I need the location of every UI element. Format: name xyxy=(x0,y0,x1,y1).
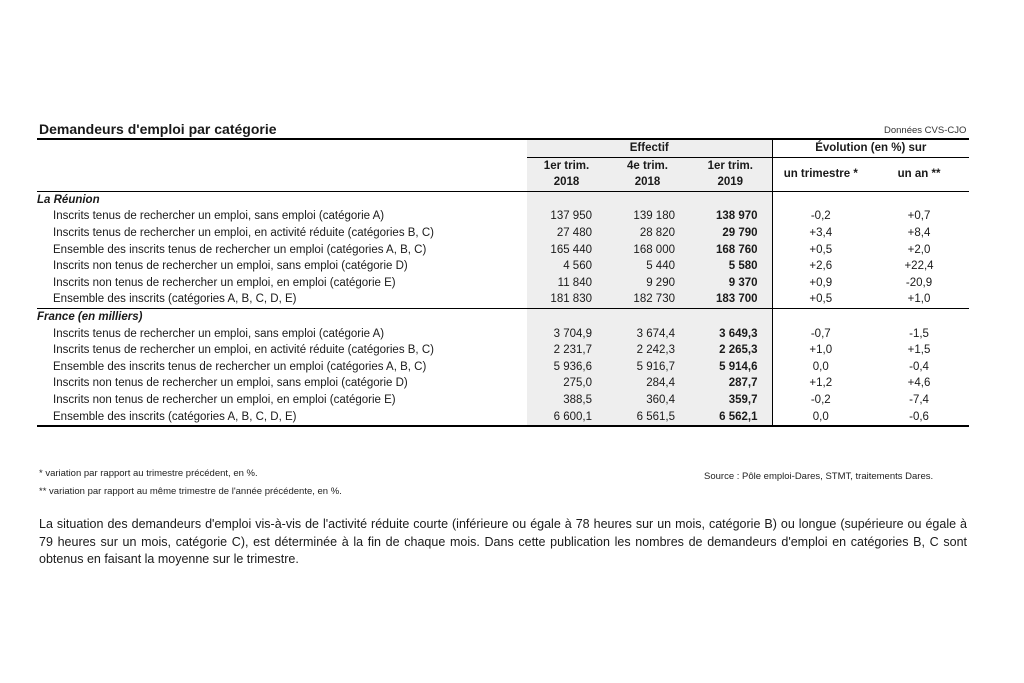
evolution-an: +1,5 xyxy=(907,344,931,357)
value-q1-2019: 138 970 xyxy=(689,208,772,225)
table-row xyxy=(37,291,969,308)
evolution-an: -7,4 xyxy=(909,393,929,406)
table-row xyxy=(37,409,969,427)
footnote-1: * variation par rapport au trimestre précédent, en %. xyxy=(39,468,258,479)
data-note: Données CVS-CJO xyxy=(884,125,967,136)
explanatory-paragraph: La situation des demandeurs d'emploi vis-à-vis de l'activité réduite courte (inférieure ou égale à 78 heures sur un mois, catégorie B) ou longue (supérieure ou égale à 79 heures sur un mois, catégorie C), est déterminée à la fin de chaque mois. Dans cette publication les nombres de demandeurs d'emploi en catégories B, C sont obtenus en faisant la moyenne sur le trimestre. xyxy=(39,517,967,566)
evolution-trimestre: -0,7 xyxy=(772,326,869,343)
section-label-row xyxy=(37,191,969,208)
effectif-header: Effectif xyxy=(527,139,772,157)
value-q1-2018: 2 231,7 xyxy=(527,342,606,359)
evolution-an: +0,7 xyxy=(907,210,931,223)
evolution-an: +1,0 xyxy=(869,291,969,308)
value-q1-2018: 4 560 xyxy=(527,258,606,275)
value-q1-2018: 165 440 xyxy=(527,242,606,259)
value-q4-2018: 28 820 xyxy=(606,225,689,242)
value-q1-2018: 137 950 xyxy=(527,208,606,225)
table-row xyxy=(37,392,969,409)
row-label: Ensemble des inscrits tenus de rechercher un emploi (catégories A, B, C) xyxy=(53,360,427,373)
evolution-trimestre: 0,0 xyxy=(772,409,869,427)
evolution-trimestre: +2,6 xyxy=(772,258,869,275)
evolution-an: -0,4 xyxy=(909,360,929,373)
evolution-an: +2,0 xyxy=(907,243,931,256)
header-row-2 xyxy=(37,157,969,191)
table-row xyxy=(37,275,969,292)
value-q4-2018: 360,4 xyxy=(606,392,689,409)
row-label: Inscrits non tenus de rechercher un emploi, sans emploi (catégorie D) xyxy=(53,260,408,273)
job-seekers-table xyxy=(37,138,969,427)
value-q4-2018: 6 561,5 xyxy=(606,409,689,427)
evolution-trimestre: -0,2 xyxy=(772,208,869,225)
value-q1-2018: 27 480 xyxy=(527,225,606,242)
evolution-trimestre: 0,0 xyxy=(772,359,869,376)
value-q1-2019: 287,7 xyxy=(689,375,772,392)
evolution-an: -0,6 xyxy=(869,409,969,427)
evolution-trimestre: +3,4 xyxy=(772,225,869,242)
value-q4-2018: 139 180 xyxy=(606,208,689,225)
table-row xyxy=(37,342,969,359)
row-label: Inscrits tenus de rechercher un emploi, en activité réduite (catégories B, C) xyxy=(53,226,434,239)
row-label: Inscrits non tenus de rechercher un emploi, en emploi (catégorie E) xyxy=(53,276,396,289)
table-row xyxy=(37,326,969,343)
row-label: Ensemble des inscrits (catégories A, B, C, D, E) xyxy=(37,409,527,427)
table-row xyxy=(37,375,969,392)
value-q4-2018: 5 916,7 xyxy=(606,359,689,376)
table-row xyxy=(37,359,969,376)
evolution-trimestre: +0,5 xyxy=(772,242,869,259)
value-q1-2019: 6 562,1 xyxy=(689,409,772,427)
col-header-q4-2018: 4e trim. 2018 xyxy=(606,157,689,191)
section-label: France (en milliers) xyxy=(37,310,143,323)
value-q1-2018: 5 936,6 xyxy=(527,359,606,376)
value-q4-2018: 9 290 xyxy=(606,275,689,292)
value-q4-2018: 3 674,4 xyxy=(606,326,689,343)
col-header-q1-2019: 1er trim. 2019 xyxy=(689,157,772,191)
evolution-an: +8,4 xyxy=(907,226,931,239)
evolution-trimestre: +1,2 xyxy=(772,375,869,392)
value-q1-2019: 29 790 xyxy=(689,225,772,242)
value-q1-2019: 2 265,3 xyxy=(689,342,772,359)
value-q1-2019: 5 580 xyxy=(689,258,772,275)
value-q4-2018: 5 440 xyxy=(606,258,689,275)
section-label-row xyxy=(37,308,969,325)
evolution-an: +22,4 xyxy=(904,260,934,273)
value-q1-2018: 181 830 xyxy=(527,291,606,308)
value-q1-2018: 6 600,1 xyxy=(527,409,606,427)
value-q4-2018: 284,4 xyxy=(606,375,689,392)
header-row-1 xyxy=(37,139,969,157)
evolution-an: -1,5 xyxy=(909,327,929,340)
footnote-2: ** variation par rapport au même trimestre de l'année précédente, en %. xyxy=(39,486,342,497)
value-q4-2018: 2 242,3 xyxy=(606,342,689,359)
value-q1-2019: 359,7 xyxy=(689,392,772,409)
section-label: La Réunion xyxy=(37,193,100,206)
col-header-an: un an ** xyxy=(869,157,969,191)
table-row xyxy=(37,225,969,242)
col-header-trimestre: un trimestre * xyxy=(772,157,869,191)
evolution-trimestre: +0,5 xyxy=(772,291,869,308)
evolution-header: Évolution (en %) sur xyxy=(772,139,969,157)
evolution-trimestre: -0,2 xyxy=(772,392,869,409)
value-q1-2019: 9 370 xyxy=(689,275,772,292)
row-label: Inscrits tenus de rechercher un emploi, sans emploi (catégorie A) xyxy=(53,210,385,223)
table-row xyxy=(37,242,969,259)
evolution-trimestre: +1,0 xyxy=(772,342,869,359)
evolution-an: +4,6 xyxy=(907,377,931,390)
row-label: Ensemble des inscrits (catégories A, B, C, D, E) xyxy=(37,291,527,308)
value-q4-2018: 168 000 xyxy=(606,242,689,259)
value-q1-2018: 275,0 xyxy=(527,375,606,392)
row-label: Inscrits tenus de rechercher un emploi, en activité réduite (catégories B, C) xyxy=(53,344,434,357)
col-header-q1-2018: 1er trim. 2018 xyxy=(527,157,606,191)
value-q1-2018: 3 704,9 xyxy=(527,326,606,343)
row-label: Ensemble des inscrits tenus de rechercher un emploi (catégories A, B, C) xyxy=(53,243,427,256)
value-q1-2019: 5 914,6 xyxy=(689,359,772,376)
evolution-an: -20,9 xyxy=(905,276,933,289)
row-label: Inscrits non tenus de rechercher un emploi, sans emploi (catégorie D) xyxy=(53,377,408,390)
table-row xyxy=(37,258,969,275)
evolution-trimestre: +0,9 xyxy=(772,275,869,292)
value-q1-2018: 388,5 xyxy=(527,392,606,409)
value-q4-2018: 182 730 xyxy=(606,291,689,308)
value-q1-2018: 11 840 xyxy=(527,275,606,292)
table-row xyxy=(37,208,969,225)
table-title: Demandeurs d'emploi par catégorie xyxy=(39,121,277,137)
value-q1-2019: 183 700 xyxy=(689,291,772,308)
row-label: Inscrits non tenus de rechercher un emploi, en emploi (catégorie E) xyxy=(53,393,396,406)
value-q1-2019: 3 649,3 xyxy=(689,326,772,343)
row-label: Inscrits tenus de rechercher un emploi, sans emploi (catégorie A) xyxy=(53,327,385,340)
source-note: Source : Pôle emploi-Dares, STMT, traitements Dares. xyxy=(704,471,934,482)
value-q1-2019: 168 760 xyxy=(689,242,772,259)
